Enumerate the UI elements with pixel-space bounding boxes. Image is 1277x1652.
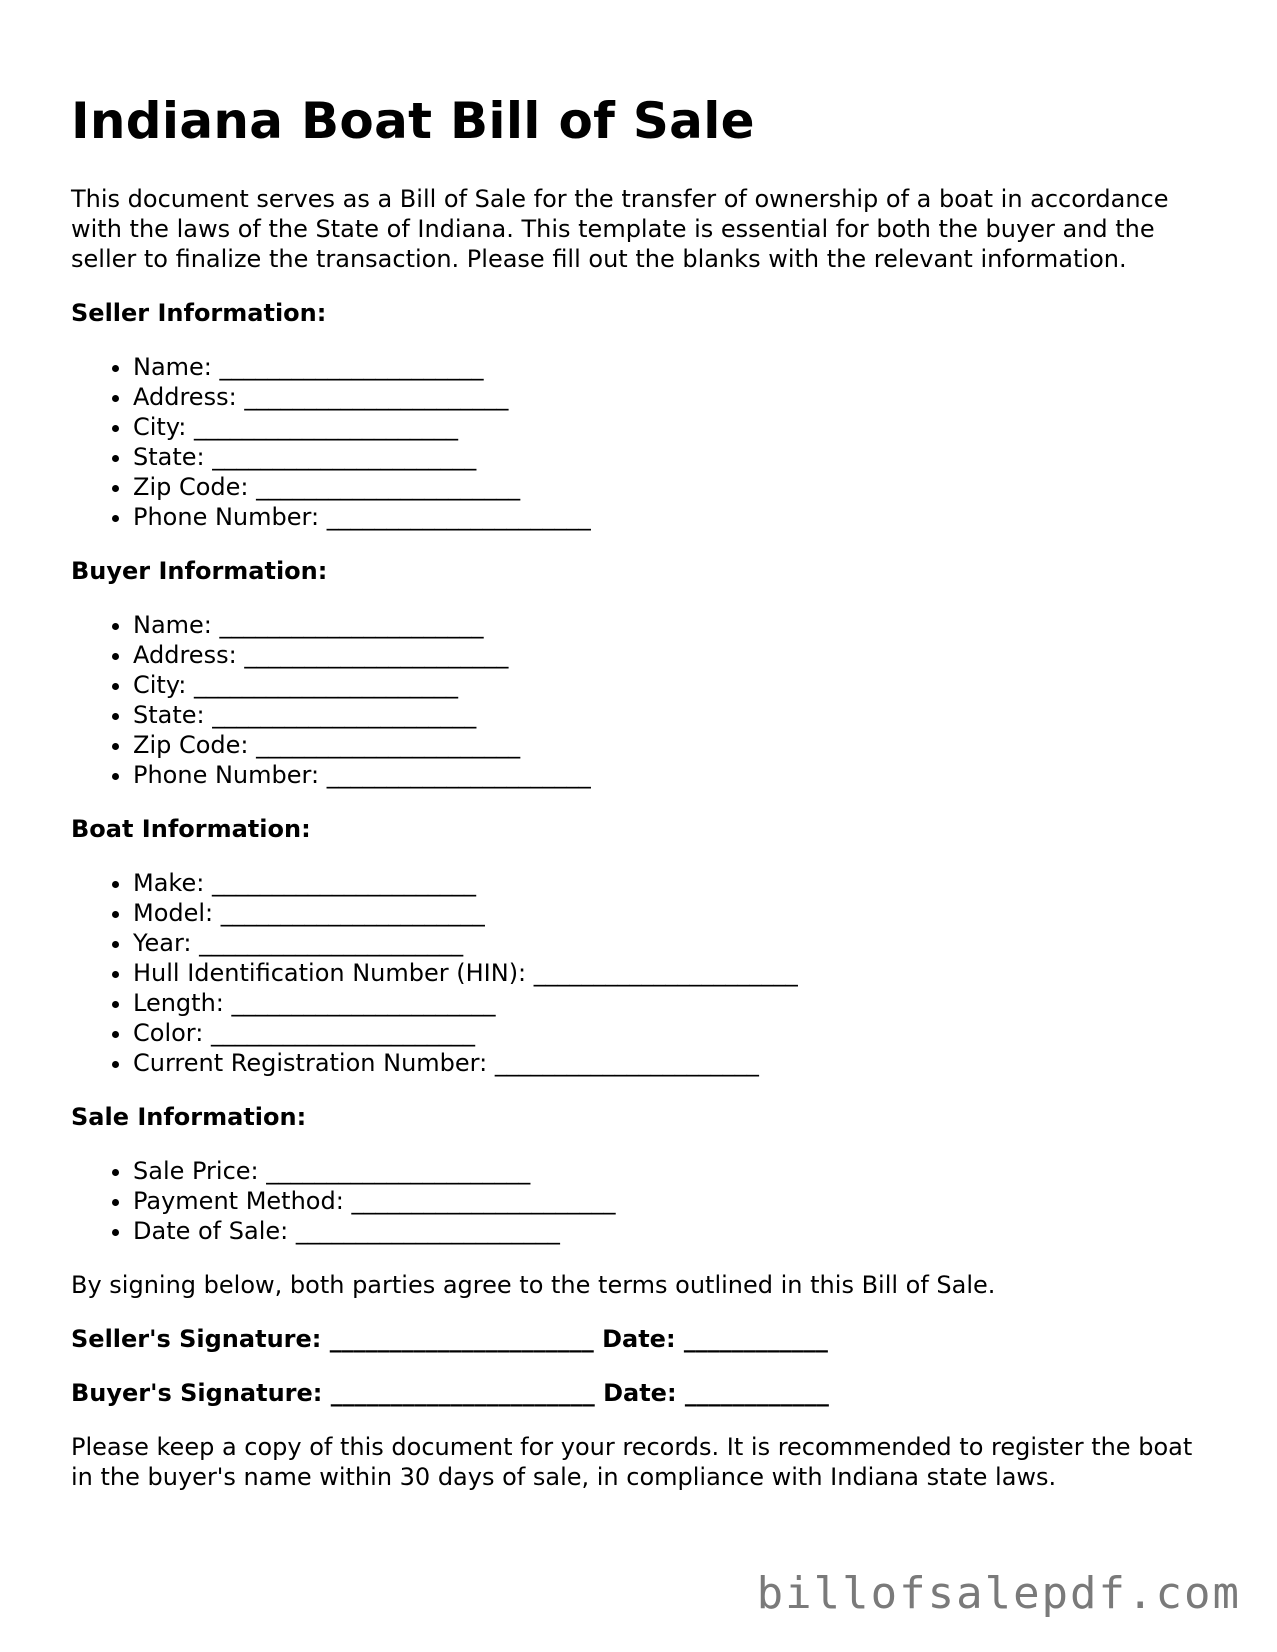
closing-note: Please keep a copy of this document for your records. It is recommended to register the boat in the buyer's name within 30 days of sale, in compliance with Indiana state laws. — [71, 1433, 1193, 1491]
buyer-field-list — [71, 610, 1211, 790]
fill-blank: ______________________ — [266, 1157, 531, 1185]
buyer-phone-field: • Phone Number: ______________________ — [133, 760, 1211, 790]
seller-zip-field: • Zip Code: ______________________ — [133, 472, 1211, 502]
sale-field-list — [71, 1156, 1211, 1246]
buyer-zip-field: • Zip Code: ______________________ — [133, 730, 1211, 760]
seller-signature-line: Seller's Signature: ______________________ Date: ____________ — [71, 1325, 828, 1353]
fill-blank: ______________________ — [326, 503, 591, 531]
buyer-section-heading: Buyer Information: — [71, 557, 328, 585]
seller-phone-field: • Phone Number: ______________________ — [133, 502, 1211, 532]
buyer-state-field: • State: ______________________ — [133, 700, 1211, 730]
payment-method-field: • Payment Method: ______________________ — [133, 1186, 1211, 1216]
sale-section-heading: Sale Information: — [71, 1103, 307, 1131]
watermark: billofsalepdf.com — [756, 1568, 1241, 1619]
seller-field-list — [71, 352, 1211, 532]
fill-blank: ______________________ — [326, 761, 591, 789]
sale-price-field: • Sale Price: ______________________ — [133, 1156, 1211, 1186]
agreement-statement: By signing below, both parties agree to the terms outlined in this Bill of Sale. — [71, 1271, 996, 1299]
fill-blank: ______________________ — [256, 473, 521, 501]
seller-address-field: • Address: ______________________ — [133, 382, 1211, 412]
fill-blank: ______________________ — [244, 383, 509, 411]
seller-city-field: • City: ______________________ — [133, 412, 1211, 442]
fill-blank: ______________________ — [220, 899, 485, 927]
fill-blank: ______________________ — [494, 1049, 759, 1077]
boat-registration-field: • Current Registration Number: ______________________ — [133, 1048, 1211, 1078]
fill-blank: ______________________ — [533, 959, 798, 987]
fill-blank: ______________________ — [256, 731, 521, 759]
buyer-signature-line: Buyer's Signature: ______________________ Date: ____________ — [71, 1379, 829, 1407]
boat-field-list — [71, 868, 1211, 1078]
boat-year-field: • Year: ______________________ — [133, 928, 1211, 958]
fill-blank: ______________________ — [219, 353, 484, 381]
boat-make-field: • Make: ______________________ — [133, 868, 1211, 898]
buyer-city-field: • City: ______________________ — [133, 670, 1211, 700]
fill-blank: ______________________ — [231, 989, 496, 1017]
fill-blank: ______________________ — [194, 413, 459, 441]
document-title: Indiana Boat Bill of Sale — [71, 92, 755, 150]
fill-blank: ______________________ — [212, 701, 477, 729]
boat-section-heading: Boat Information: — [71, 815, 311, 843]
fill-blank: ____________ — [684, 1379, 829, 1407]
fill-blank: ______________________ — [330, 1379, 595, 1407]
boat-hin-field: • Hull Identification Number (HIN): ______________________ — [133, 958, 1211, 988]
fill-blank: ______________________ — [210, 1019, 475, 1047]
fill-blank: ______________________ — [212, 443, 477, 471]
buyer-address-field: • Address: ______________________ — [133, 640, 1211, 670]
boat-length-field: • Length: ______________________ — [133, 988, 1211, 1018]
fill-blank: ______________________ — [211, 869, 476, 897]
fill-blank: ______________________ — [295, 1217, 560, 1245]
fill-blank: ______________________ — [219, 611, 484, 639]
fill-blank: ____________ — [683, 1325, 828, 1353]
intro-paragraph: This document serves as a Bill of Sale for the transfer of ownership of a boat in accordance with the laws of the State of Indiana. This template is essential for both the buyer and the seller to finalize the transaction. Please fill out the blanks with the relevant information. — [71, 185, 1169, 273]
fill-blank: ______________________ — [244, 641, 509, 669]
buyer-name-field: • Name: ______________________ — [133, 610, 1211, 640]
boat-model-field: • Model: ______________________ — [133, 898, 1211, 928]
fill-blank: ______________________ — [329, 1325, 594, 1353]
seller-state-field: • State: ______________________ — [133, 442, 1211, 472]
fill-blank: ______________________ — [351, 1187, 616, 1215]
fill-blank: ______________________ — [194, 671, 459, 699]
fill-blank: ______________________ — [199, 929, 464, 957]
seller-section-heading: Seller Information: — [71, 299, 327, 327]
boat-color-field: • Color: ______________________ — [133, 1018, 1211, 1048]
seller-name-field: • Name: ______________________ — [133, 352, 1211, 382]
date-of-sale-field: • Date of Sale: ______________________ — [133, 1216, 1211, 1246]
document-page — [71, 88, 1211, 1492]
